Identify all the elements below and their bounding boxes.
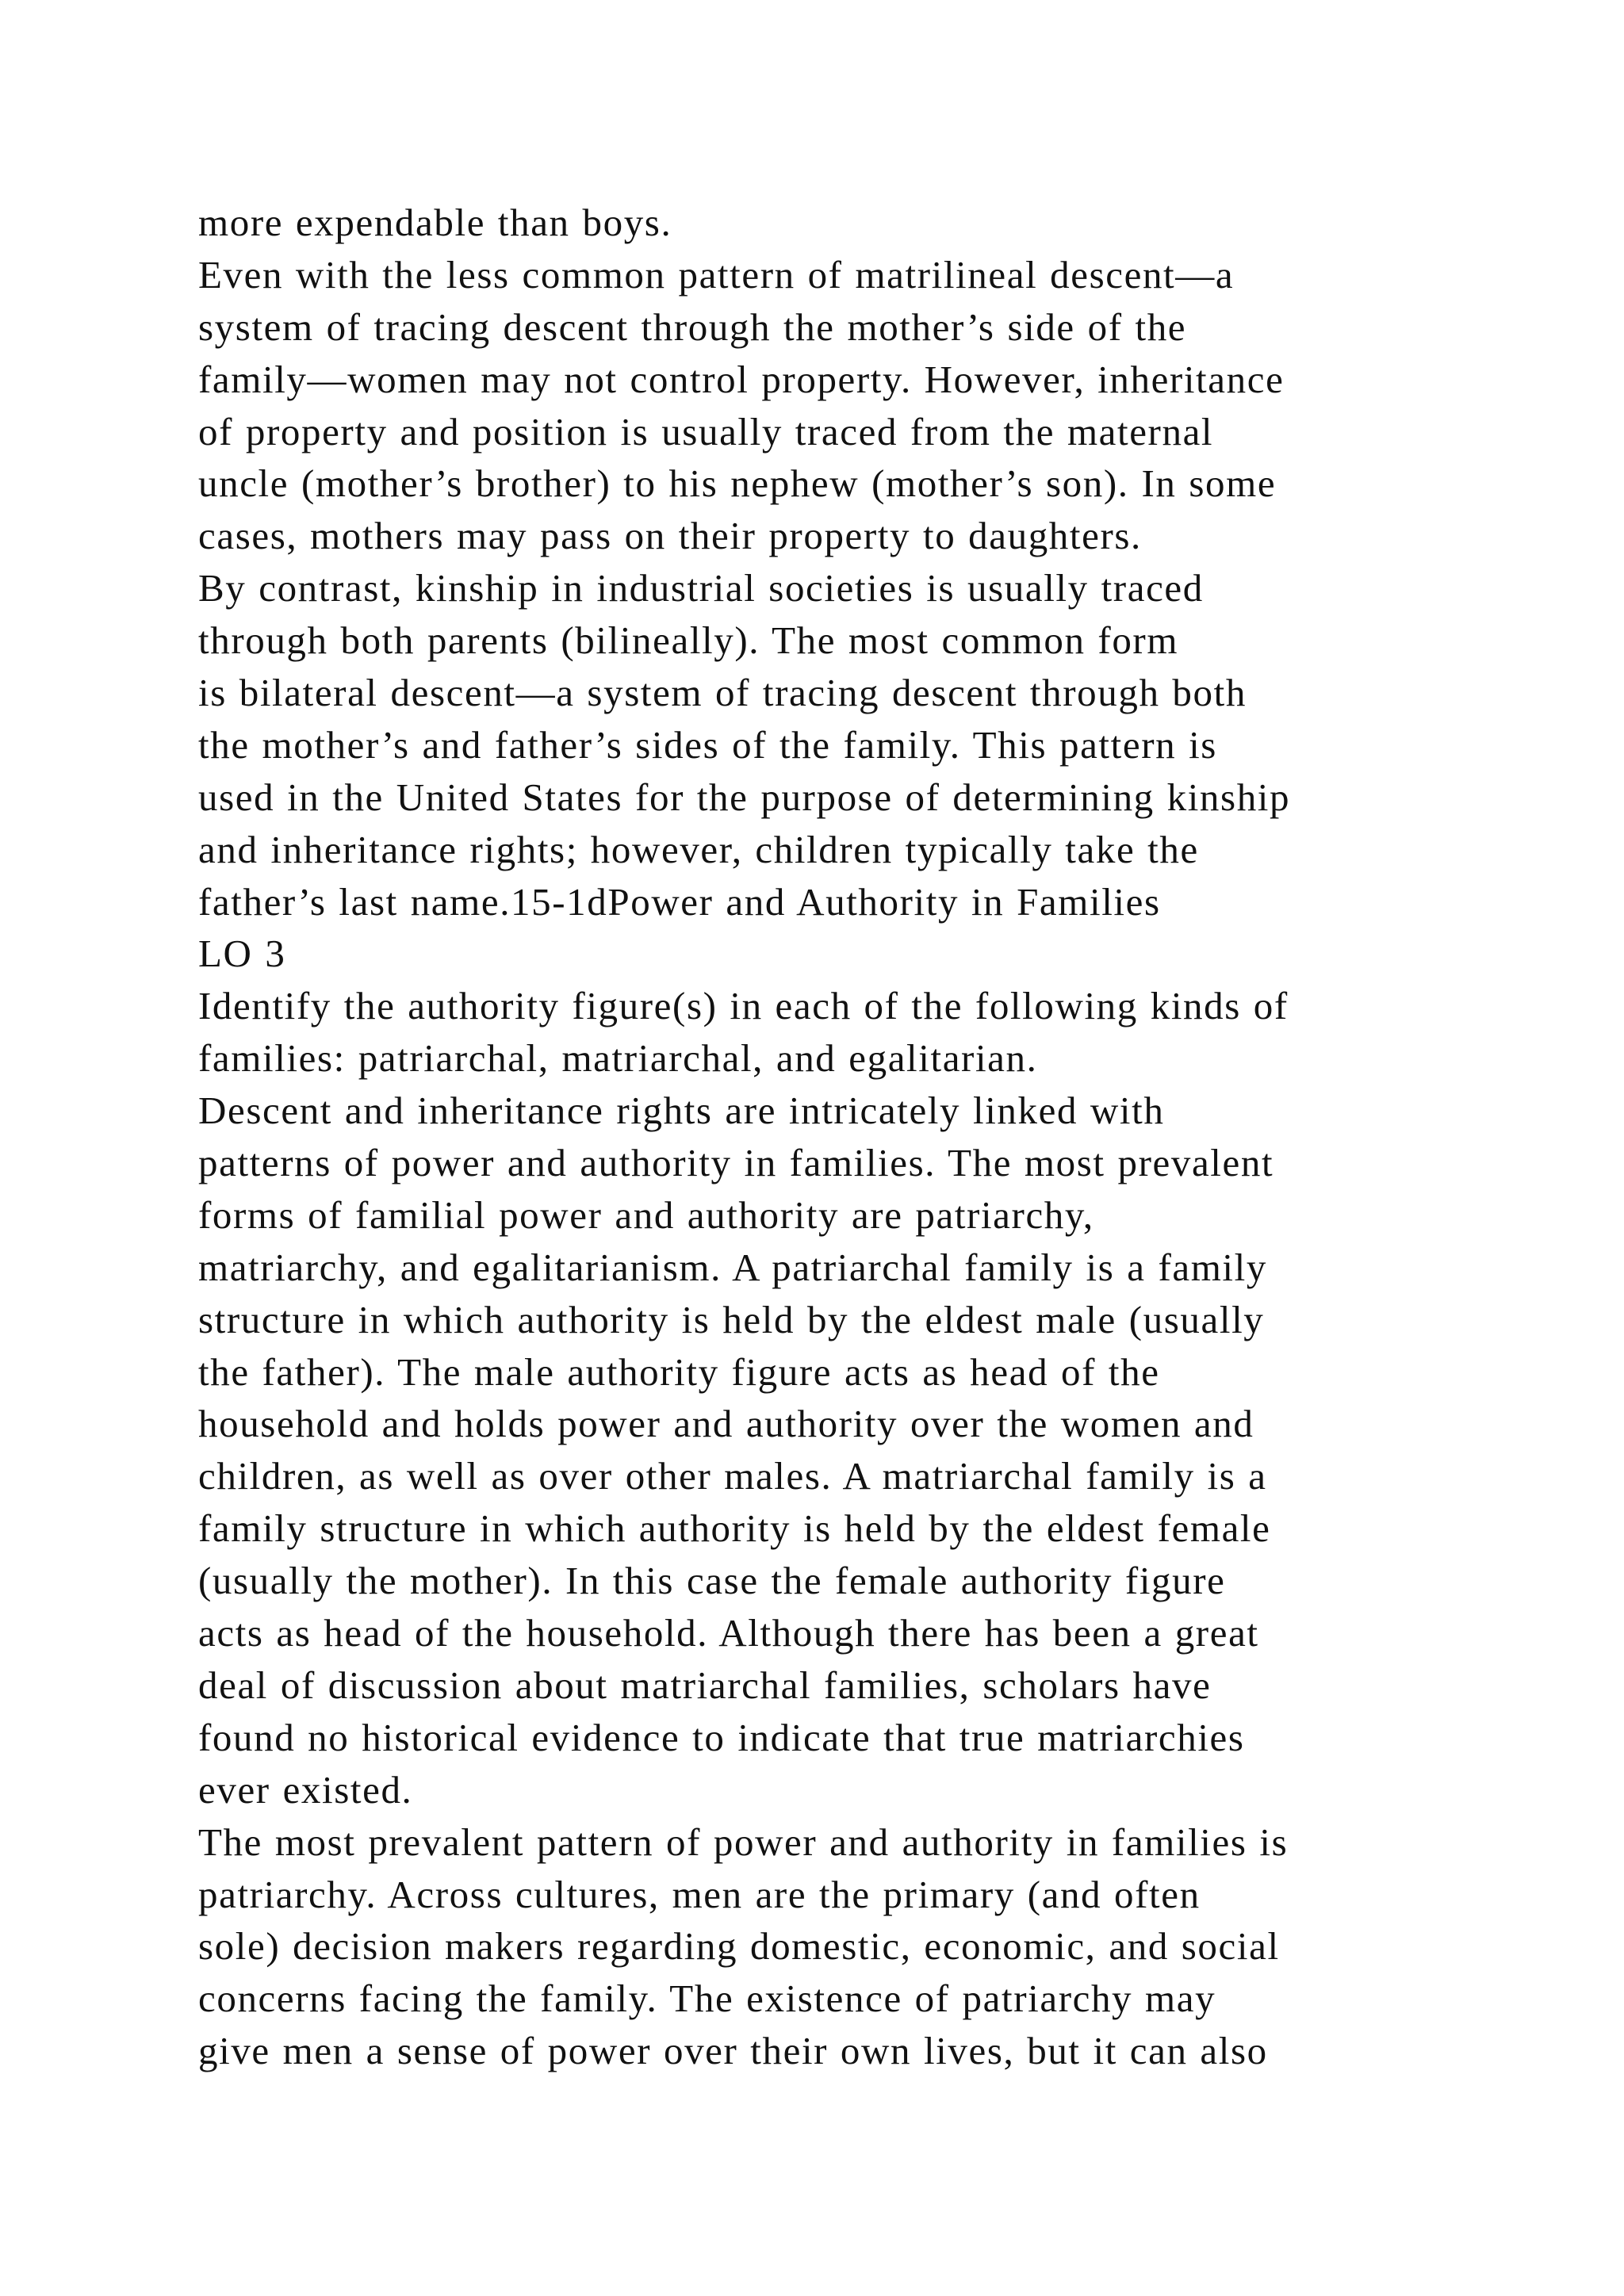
text-line: family structure in which authority is held by the eldest female [198,1506,1271,1551]
text-line: give men a sense of power over their own lives, but it can also [198,2029,1268,2073]
text-line: uncle (mother’s brother) to his nephew (mother’s son). In some [198,461,1277,506]
text-line: and inheritance rights; however, children typically take the [198,827,1199,871]
text-line: father’s last name.15-1dPower and Authority in Families [198,879,1161,924]
text-line: family—women may not control property. However, inheritance [198,357,1285,401]
text-line: By contrast, kinship in industrial societies is usually traced [198,566,1204,610]
learning-objective-label: LO 3 [198,932,286,976]
text-line: The most prevalent pattern of power and authority in families is [198,1820,1289,1864]
body-text [198,197,1467,2077]
text-line: patriarchy. Across cultures, men are the primary (and often [198,1872,1201,1916]
text-line: of property and position is usually traced from the maternal [198,409,1214,453]
text-line: system of tracing descent through the mother’s side of the [198,304,1187,349]
text-line: Descent and inheritance rights are intricately linked with [198,1089,1165,1133]
text-line: more expendable than boys. [198,201,672,244]
text-line: deal of discussion about matriarchal families, scholars have [198,1663,1212,1707]
text-line: through both parents (bilineally). The most common form [198,618,1179,663]
text-line: children, as well as over other males. A matriarchal family is a [198,1454,1267,1498]
text-line: Even with the less common pattern of matrilineal descent—a [198,252,1235,297]
text-line: structure in which authority is held by the eldest male (usually [198,1297,1265,1341]
text-line: household and holds power and authority over the women and [198,1402,1254,1446]
text-line: forms of familial power and authority are patriarchy, [198,1192,1094,1237]
text-line: ever existed. [198,1767,413,1812]
text-line: found no historical evidence to indicate that true matriarchies [198,1715,1245,1759]
text-line: sole) decision makers regarding domestic, economic, and social [198,1924,1280,1969]
text-line: patterns of power and authority in families. The most prevalent [198,1141,1274,1185]
text-line: families: patriarchal, matriarchal, and egalitarian. [198,1036,1038,1081]
text-line: (usually the mother). In this case the female authority figure [198,1559,1226,1603]
text-line: the mother’s and father’s sides of the family. This pattern is [198,722,1217,767]
text-line: cases, mothers may pass on their property to daughters. [198,514,1142,558]
text-line: Identify the authority figure(s) in each of the following kinds of [198,984,1289,1028]
text-line: matriarchy, and egalitarianism. A patriarchal family is a family [198,1245,1267,1289]
text-line: the father). The male authority figure acts as head of the [198,1349,1160,1394]
text-line: concerns facing the family. The existence of patriarchy may [198,1976,1216,2021]
text-line: used in the United States for the purpose of determining kinship [198,775,1291,819]
text-line: is bilateral descent—a system of tracing descent through both [198,671,1247,715]
text-line: acts as head of the household. Although there has been a great [198,1611,1259,1655]
